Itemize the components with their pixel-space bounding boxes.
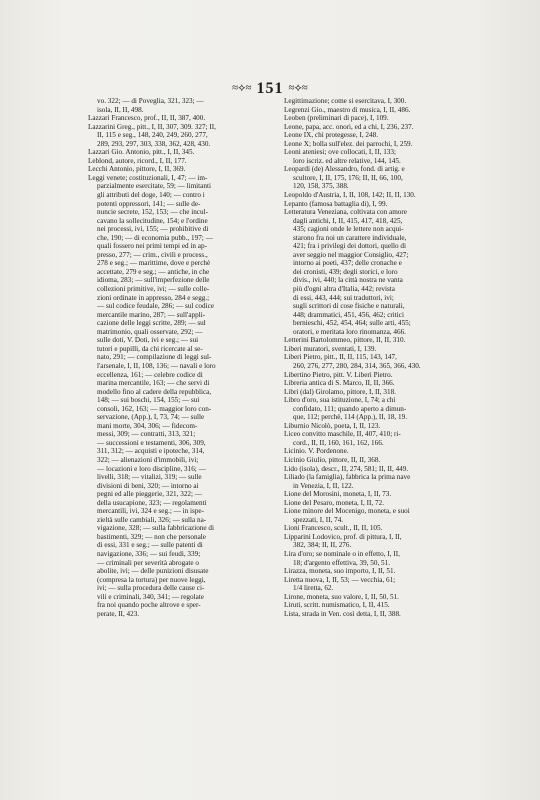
index-entry-line: Leone X; bolla sull'elez. dei parrochi, I, 259.: [284, 139, 413, 148]
index-entry-line: Lirone, moneta, suo valore, I, II, 50, 51.: [284, 592, 399, 601]
index-entry-line: mercantile marino, 287; — sull'appli-: [97, 310, 206, 319]
index-entry-line: Libri (dal) Girolamo, pittore, I, II, 318.: [284, 387, 396, 396]
page-number: 151: [256, 80, 284, 97]
index-entry-line: confidato, 111; quando aperto a dimun-: [293, 404, 407, 413]
index-entry-line: 278 e seg.; — marittime, dove e perchè: [97, 259, 211, 268]
index-column-left: [88, 97, 274, 618]
index-entry-line: 382, 384; II, II, 276.: [293, 541, 352, 550]
index-entry-line: 260, 276, 277, 280, 284, 314, 365, 366, 430.: [293, 361, 421, 370]
index-entry-line: Libreria antica di S. Marco, II, II, 366.: [284, 379, 395, 388]
index-entry-line: in Venezia, I, II, 122.: [293, 481, 354, 490]
index-entry-line: più d'ogni altra d'Italia, 442; revista: [293, 285, 395, 294]
index-entry-line: nato, 291; — compilazione di leggi sul-: [97, 353, 212, 362]
index-entry-line: sulle doti, V. Doti, ivi e seg.; — sui: [97, 336, 199, 345]
index-entry-line: que, 112; perchè, 114 (App.), II, 18, 19.: [293, 413, 408, 422]
index-entry-line: vili e criminali, 340, 341; — regolate: [97, 592, 204, 601]
page-header: [0, 80, 540, 98]
index-entry-line: 1/4 liretta, 62.: [293, 584, 334, 593]
index-entry-line: divis., ivi, 440; la città nostra ne vanta: [293, 276, 403, 285]
index-entry-line: Lepanto (famosa battaglia di), I, 99.: [284, 199, 388, 208]
index-entry-line: Lido (isola), descr., II, 274, 581; II, II, 449.: [284, 464, 409, 473]
index-entry-line: — sul codice feudale, 286; — sul codice: [97, 302, 214, 311]
index-entry-line: mani morte, 304, 306; — fidecom-: [97, 421, 198, 430]
index-entry-line: bernieschi, 452, 454, 464; sulle arti, 455;: [293, 319, 411, 328]
index-entry-line: scultore, I, II, 175, 176; II, II, 66, 100,: [293, 173, 403, 182]
index-entry-line: Legittimazione; come si esercitava, I, 300.: [284, 97, 407, 105]
index-entry-line: marina mercantile, 163; — che servi di: [97, 379, 210, 388]
index-entry-line: consoli, 162, 163; — maggior loro con-: [97, 404, 212, 413]
index-entry-line: Liliado (la famiglia), fabbrica la prima nave: [284, 473, 411, 482]
index-entry-line: Licinio. V. Pordenone.: [284, 447, 349, 456]
index-entry-line: aver seggio nel maggior Consiglio, 427;: [293, 250, 409, 259]
index-entry-line: cavano la sollecitudine, 154; e l'ordine: [97, 216, 208, 225]
index-entry-line: Libertino Pietro, pitt. V. Liberi Pietro.: [284, 370, 393, 379]
index-entry-line: collezioni primitive, ivi; — sulle colle-: [97, 285, 210, 294]
index-entry-line: eccellenza, 161; — celebre codice di: [97, 370, 203, 379]
index-entry-line: Lazzari Francesco, prof., II, II, 387, 400.: [88, 114, 206, 123]
index-entry-line: dagli antichi, I, II, 415, 417, 418, 425,: [293, 216, 403, 225]
index-entry-line: mercantili, ivi, 324 e seg.; — in ispe-: [97, 507, 204, 516]
index-entry-line: che, 190; — di economia pubb., 197; —: [97, 233, 213, 242]
index-entry-line: zieltà sulle cambiali, 326; — sulla na-: [97, 515, 207, 524]
index-entry-line: loro iscriz. ed altre relative, 144, 145.: [293, 156, 401, 165]
index-entry-line: l'arsenale, I, II, 108, 136; — navali e loro: [97, 361, 216, 370]
index-entry-line: pegni ed alle pieggerie, 321, 322; —: [97, 490, 202, 499]
index-entry-line: Lazzari Gio. Antonio, pitt., I, II, 345.: [88, 148, 195, 157]
index-entry-line: Leoben (preliminari di pace), I, 109.: [284, 114, 389, 123]
index-entry-line: Libro d'oro, sua istituzione, I, 74; a chi: [284, 396, 396, 405]
index-entry-line: Liretta nuova, I, II, 53; — vecchia, 61;: [284, 575, 396, 584]
index-entry-line: ivi; — sulla procedura delle cause ci-: [97, 584, 205, 593]
index-entry-line: 421; fra i privilegi dei dottori, quello di: [293, 242, 406, 251]
index-entry-line: Licinio Giulio, pittore, II, II, 368.: [284, 455, 381, 464]
index-entry-line: messi, 309; — contratti, 313, 321;: [97, 430, 196, 439]
index-entry-line: intorno ai poeti, 437; delle cronache e: [293, 259, 402, 268]
index-entry-line: di essi, 443, 444; sui traduttori, ivi;: [293, 293, 394, 302]
index-entry-line: Lipparini Lodovico, prof. di pittura, I, II,: [284, 532, 402, 541]
index-entry-line: (compresa la tortura) per nuove leggi,: [97, 575, 206, 584]
index-column-right: [284, 97, 468, 618]
index-entry-line: 435; cagioni onde le lettere non acqui-: [293, 225, 404, 234]
index-entry-line: Lira d'oro; se nominale o in effetto, I, II,: [284, 549, 400, 558]
index-entry-line: Liceo convitto maschile, II, 407, 410; ri-: [284, 430, 401, 439]
index-entry-line: — locazioni e loro discipline, 316; —: [97, 464, 206, 473]
index-entry-line: navigazione, 336; — sui feudi, 339;: [97, 549, 201, 558]
index-entry-line: 148; — sui boschi, 154, 155; — sui: [97, 396, 200, 405]
index-entry-line: Liberi Pietro, pitt., II, II, 115, 143, 147,: [284, 353, 397, 362]
index-entry-line: Legrenzi Gio., maestro di musica, I, II, 486.: [284, 105, 411, 114]
index-entry-line: tutori e pupilli, da chi ricercate al se-: [97, 344, 203, 353]
index-entry-line: 322; — alienazioni d'immobili, ivi;: [97, 455, 199, 464]
index-entry-line: Leggi venete; costituzionali, I, 47; — im-: [88, 173, 208, 182]
index-entry-line: Leone, papa, acc. onori, ed a chi, I, 236, 237.: [284, 122, 414, 131]
index-entry-line: parzialmente esercitate, 59; — limitanti: [97, 182, 211, 191]
index-entry-line: bastimenti, 329; — non che personale: [97, 532, 206, 541]
index-entry-line: accettate, 279 e seg.; — antiche, in che: [97, 267, 210, 276]
index-entry-line: della usucapione, 323; — regolamenti: [97, 498, 207, 507]
index-entry-line: modello fino al cadere della repubblica,: [97, 387, 212, 396]
index-entry-line: quali fossero nei primi tempi ed in ap-: [97, 242, 207, 251]
index-entry-line: oratori, e meritata loro rinomanza, 466.: [293, 327, 406, 336]
index-entry-line: — successioni e testamenti, 306, 309,: [97, 438, 206, 447]
index-entry-line: Lecchi Antonio, pittore, I, II, 369.: [88, 165, 186, 174]
index-entry-line: Leblond, autore, ricord., I, II, 177.: [88, 156, 187, 165]
index-entry-line: Lista, strada in Ven. così detta, I, II, 388.: [284, 609, 401, 618]
index-entry-line: gli attributi del doge, 140; — contro i: [97, 191, 205, 200]
index-entry-line: matrimonio, quali osservate, 292; —: [97, 327, 203, 336]
index-entry-line: Lione del Pesaro, moneta, I, II, 72.: [284, 498, 384, 507]
index-entry-line: Liruti, scritt. numismatico, I, II, 415.: [284, 601, 390, 610]
index-entry-line: dei cronisti, 439; degli storici, e loro: [293, 267, 398, 276]
index-entry-line: nei processi, ivi, 155; — prohibitive di: [97, 225, 209, 234]
index-entry-line: 289, 293, 297, 303, 338, 362, 428, 430.: [97, 139, 211, 148]
index-entry-line: potenti oppressori, 141; — sulle de-: [97, 199, 201, 208]
index-entry-line: starono fra noi un carattere individuale,: [293, 233, 407, 242]
index-entry-line: cazione delle leggi scritte, 289; — sul: [97, 319, 206, 328]
index-entry-line: 18; d'argento effettiva, 39, 50, 51.: [293, 558, 391, 567]
index-entry-line: 120, 158, 375, 388.: [293, 182, 349, 191]
index-entry-line: II, 115 e seg., 148, 240, 249, 260, 277,: [97, 131, 208, 140]
index-entry-line: Lazzarini Greg., pitt., I, II, 307, 309. 327; II,: [88, 122, 216, 131]
index-entry-line: Lirazza, moneta, suo importo, I, II, 51.: [284, 567, 396, 576]
index-entry-line: servazione, (App.), I, 73, 74; — sulle: [97, 413, 205, 422]
index-entry-line: Lione minore del Mocenigo, moneta, e suoi: [284, 507, 410, 516]
index-entry-line: Letteratura Veneziana, coltivata con amore: [284, 208, 407, 217]
index-entry-line: spezzati, I, II, 74.: [293, 515, 344, 524]
index-entry-line: perate, II, 423.: [97, 609, 140, 618]
index-entry-line: vo. 322; — di Poveglia, 321, 323; —: [97, 97, 204, 105]
ornament-right: ≈⟡≈: [288, 82, 308, 94]
index-entry-line: nuncie secrete, 152, 153; — che incul-: [97, 208, 208, 217]
index-entry-line: Leoni ateniesi; ove collocati, I, II, 133;: [284, 148, 396, 157]
index-entry-line: Lione del Morosini, moneta, I, II, 73.: [284, 490, 392, 499]
index-entry-line: di essi, 331 e seg.; — sulle patenti di: [97, 541, 203, 550]
index-entry-line: Leopardi (de) Alessandro, fond. di artig. e: [284, 165, 405, 174]
index-entry-line: divisioni di beni, 320; — intorno ai: [97, 481, 199, 490]
index-entry-line: — criminali per severità abrogate o: [97, 558, 199, 567]
index-entry-line: Letterini Bartolommeo, pittore, II, II, 310.: [284, 336, 406, 345]
index-entry-line: Liburnio Nicolò, poeta, I, II, 123.: [284, 421, 381, 430]
index-entry-line: Leone IX, chi protegesse, I, 248.: [284, 131, 379, 140]
index-entry-line: idioma, 283; — sull'imperfezione delle: [97, 276, 210, 285]
index-entry-line: sugli scrittori di cose fisiche e naturali,: [293, 302, 405, 311]
index-entry-line: abolite, ivi; — delle punizioni disusate: [97, 567, 209, 576]
index-entry-line: livelli, 318; — vitalizi, 319; — sulle: [97, 473, 202, 482]
index-entry-line: Liberi muratori, sventati, I, 139.: [284, 344, 377, 353]
index-entry-line: 311, 312; — acquisti e ipoteche, 314,: [97, 447, 205, 456]
index-entry-line: zioni ordinate in appresso, 284 e segg.;: [97, 293, 210, 302]
index-entry-line: Lioni Francesco, scult., II, II, 105.: [284, 524, 383, 533]
index-entry-line: cord., II, II, 160, 161, 162, 166.: [293, 438, 384, 447]
index-entry-line: 448; drammatici, 451, 456, 462; critici: [293, 310, 404, 319]
index-entry-line: isola, II, II, 498.: [97, 105, 144, 114]
index-entry-line: Leopoldo d'Austria, I, II, 108, 142; II, II, 130.: [284, 191, 416, 200]
index-entry-line: vigazione, 328; — sulla fabbricazione di: [97, 524, 214, 533]
index-entry-line: presso, 277; — crim., civili e process.,: [97, 250, 208, 259]
index-entry-line: fra noi quando poche altrove e sper-: [97, 601, 201, 610]
ornament-left: ≈⟡≈: [232, 82, 252, 94]
